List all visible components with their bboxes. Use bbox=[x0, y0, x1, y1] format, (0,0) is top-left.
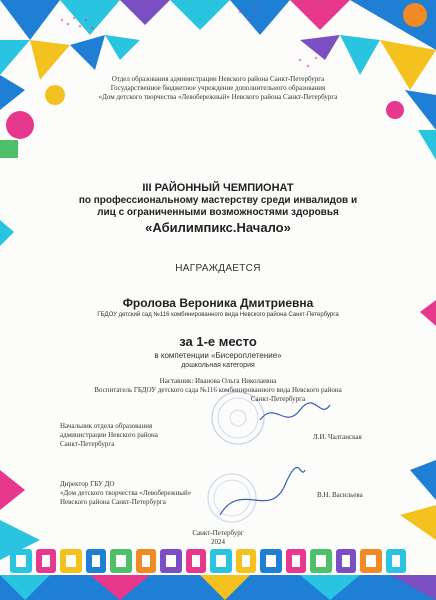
header-line-1: Отдел образования администрации Невского района Санкт-Петербурга bbox=[111, 75, 325, 83]
title-line-4: «Абилимпикс.Начало» bbox=[145, 220, 291, 235]
mentor-line-1: Наставник: Иванова Ольга Николаевна bbox=[159, 377, 277, 385]
signatory-2-line-3: Невского района Санкт-Петербурга bbox=[60, 498, 166, 506]
signatory-1-line-3: Санкт-Петербурга bbox=[60, 440, 115, 448]
signatory-1-line-1: Начальник отдела образования bbox=[60, 422, 153, 430]
header-line-2: Государственное бюджетное учреждение дополнительного образования bbox=[110, 84, 326, 92]
signatory-2-title bbox=[60, 480, 191, 507]
signatory-1-name: Л.И. Чалганская bbox=[313, 433, 362, 441]
signatory-2-line-1: Директор ГБУ ДО bbox=[60, 480, 115, 488]
footer-year: 2024 bbox=[211, 538, 225, 546]
mentor-line-3: Санкт-Петербурга bbox=[250, 395, 306, 403]
stamp-2 bbox=[208, 474, 256, 522]
header-line-3: «Дом детского творчества «Левобережный» Невского района Санкт-Петербурга bbox=[98, 93, 338, 101]
mentor-block bbox=[0, 377, 406, 404]
award-label: НАГРАЖДАЕТСЯ bbox=[175, 263, 261, 274]
title-block bbox=[0, 182, 436, 236]
header-block bbox=[0, 75, 436, 102]
signatory-1-line-2: администрации Невского района bbox=[60, 431, 158, 439]
signatory-1-title bbox=[60, 422, 158, 449]
mentor-line-2: Воспитатель ГБДОУ детского сада №116 комбинированного вида Невского района bbox=[94, 386, 342, 394]
recipient-institution: ГБДОУ детский сад №116 комбинированного вида Невского района Санкт-Петербурга bbox=[97, 312, 339, 318]
recipient-name: Фролова Вероника Дмитриевна bbox=[122, 296, 314, 310]
footer-block bbox=[0, 529, 430, 547]
signatory-2-line-2: «Дом детского творчества «Левобережный» bbox=[60, 489, 192, 497]
place: за 1-е место bbox=[179, 334, 257, 349]
category: дошкольная категория bbox=[181, 362, 255, 369]
title-line-2: по профессиональному мастерству среди инвалидов и bbox=[78, 195, 358, 206]
footer-city: Санкт-Петербург bbox=[192, 529, 244, 537]
title-line-1: III РАЙОННЫЙ ЧЕМПИОНАТ bbox=[142, 182, 294, 194]
competence: в компетенции «Бисероплетение» bbox=[154, 351, 282, 360]
signatory-2-name: В.Н. Васильева bbox=[317, 491, 363, 499]
signature-2 bbox=[220, 467, 305, 515]
signature-1 bbox=[260, 403, 330, 420]
title-line-3: лиц с ограниченными возможностями здоровья bbox=[97, 207, 339, 218]
